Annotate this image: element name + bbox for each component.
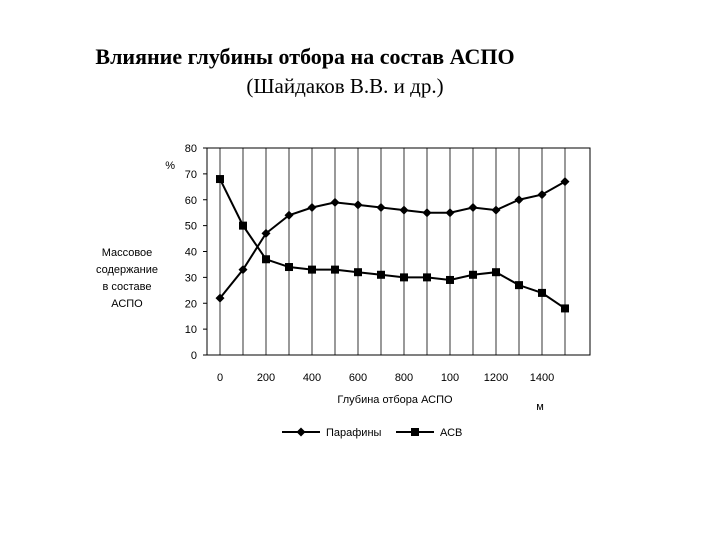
data-point-2 (216, 175, 224, 183)
legend-marker-1 (297, 428, 306, 437)
x-tick-label: 400 (302, 372, 322, 384)
chart-subtitle: (Шайдаков В.В. и др.) (246, 74, 444, 98)
legend-marker-2 (411, 428, 419, 436)
x-tick-label: 100 (440, 372, 460, 384)
y-tick-label: 60 (184, 194, 197, 207)
data-point-1 (469, 203, 478, 212)
series-line-1 (220, 182, 565, 298)
data-point-1 (561, 177, 570, 186)
data-point-2 (239, 222, 247, 230)
x-tick-label: 1400 (529, 372, 555, 384)
x-tick-label: 200 (256, 372, 276, 384)
x-tick-label: 1200 (483, 372, 509, 384)
x-unit-label: м (536, 401, 544, 413)
y-tick-label: 0 (190, 350, 197, 362)
data-point-2 (469, 271, 477, 279)
y-axis-label: Массовое (101, 247, 153, 259)
data-point-2 (331, 266, 339, 274)
data-point-2 (515, 281, 523, 289)
y-tick-label: 80 (184, 143, 197, 155)
data-point-2 (492, 268, 500, 276)
legend-label-1: Парафины (326, 427, 382, 439)
y-axis-label: содержание (96, 264, 158, 276)
x-tick-label: 800 (394, 372, 414, 384)
y-tick-label: 40 (184, 246, 197, 259)
data-point-2 (561, 304, 569, 312)
data-point-2 (400, 273, 408, 281)
series-line-2 (220, 179, 565, 308)
x-axis-label: Глубина отбора АСПО (337, 394, 453, 406)
chart-title: Влияние глубины отбора на состав АСПО (95, 44, 515, 69)
y-tick-label: 20 (184, 298, 197, 311)
data-point-1 (400, 206, 409, 215)
data-point-2 (377, 271, 385, 279)
data-point-1 (515, 195, 524, 204)
data-point-2 (308, 266, 316, 274)
data-point-1 (538, 190, 547, 199)
data-point-2 (354, 268, 362, 276)
plot-frame (207, 148, 590, 355)
x-tick-label: 600 (348, 372, 368, 384)
data-point-1 (446, 208, 455, 217)
y-tick-label: 30 (184, 272, 197, 285)
x-tick-label: 0 (216, 372, 224, 384)
data-point-1 (423, 208, 432, 217)
y-axis-label: в составе (102, 281, 152, 293)
data-point-1 (377, 203, 386, 212)
data-point-2 (262, 255, 270, 263)
legend-label-2: АСВ (440, 427, 463, 439)
data-point-2 (446, 276, 454, 284)
y-unit-label: % (165, 160, 175, 172)
data-point-1 (308, 203, 317, 212)
data-point-2 (423, 273, 431, 281)
data-point-1 (331, 198, 340, 207)
y-tick-label: 70 (184, 168, 197, 181)
data-point-1 (354, 200, 363, 209)
y-tick-label: 10 (184, 324, 197, 337)
data-point-2 (538, 289, 546, 297)
y-tick-label: 50 (184, 220, 197, 233)
data-point-2 (285, 263, 293, 271)
y-axis-label: АСПО (111, 298, 143, 310)
data-point-1 (492, 206, 501, 215)
